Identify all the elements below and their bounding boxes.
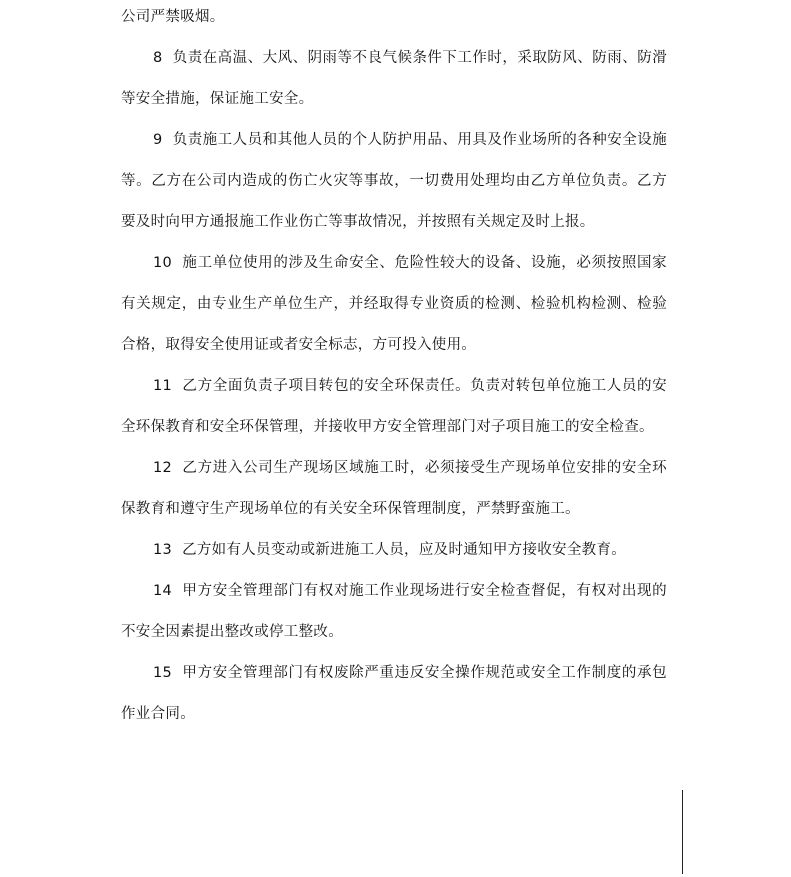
paragraph-number: 13 <box>153 542 173 558</box>
paragraph-continuation <box>121 0 667 38</box>
paragraph-number: 12 <box>153 460 173 476</box>
paragraph-number: 11 <box>153 378 173 394</box>
document-body <box>121 0 667 735</box>
paragraph-text: 负责在高温、大风、阴雨等不良气候条件下工作时，采取防风、防雨、防滑等安全措施，保证施工安全。 <box>121 50 667 107</box>
text-boundary-marker <box>682 790 683 874</box>
paragraph-item-13 <box>121 530 667 571</box>
paragraph-text: 负责施工人员和其他人员的个人防护用品、用具及作业场所的各种安全设施等。乙方在公司内造成的伤亡火灾等事故，一切费用处理均由乙方单位负责。乙方要及时向甲方通报施工作业伤亡等事故情况，并按照有关规定及时上报。 <box>121 132 667 230</box>
paragraph-text: 乙方全面负责子项目转包的安全环保责任。负责对转包单位施工人员的安全环保教育和安全环保管理，并接收甲方安全管理部门对子项目施工的安全检查。 <box>121 378 667 435</box>
paragraph-text: 乙方如有人员变动或新进施工人员，应及时通知甲方接收安全教育。 <box>182 542 627 558</box>
paragraph-text: 甲方安全管理部门有权对施工作业现场进行安全检查督促，有权对出现的不安全因素提出整改或停工整改。 <box>121 583 667 640</box>
paragraph-item-9 <box>121 120 667 243</box>
paragraph-text: 甲方安全管理部门有权废除严重违反安全操作规范或安全工作制度的承包作业合同。 <box>121 665 667 722</box>
paragraph-number: 10 <box>153 255 173 271</box>
paragraph-item-8 <box>121 38 667 120</box>
paragraph-item-10 <box>121 243 667 366</box>
paragraph-item-11 <box>121 366 667 448</box>
paragraph-text: 公司严禁吸烟。 <box>121 9 225 25</box>
paragraph-number: 8 <box>153 50 163 66</box>
paragraph-item-14 <box>121 571 667 653</box>
paragraph-text: 施工单位使用的涉及生命安全、危险性较大的设备、设施，必须按照国家有关规定，由专业生产单位生产，并经取得专业资质的检测、检验机构检测、检验合格，取得安全使用证或者安全标志，方可投入使用。 <box>121 255 667 353</box>
paragraph-text: 乙方进入公司生产现场区域施工时，必须接受生产现场单位安排的安全环保教育和遵守生产现场单位的有关安全环保管理制度，严禁野蛮施工。 <box>121 460 667 517</box>
paragraph-item-15 <box>121 653 667 735</box>
paragraph-number: 15 <box>153 665 173 681</box>
paragraph-number: 9 <box>153 132 163 148</box>
paragraph-number: 14 <box>153 583 173 599</box>
paragraph-item-12 <box>121 448 667 530</box>
